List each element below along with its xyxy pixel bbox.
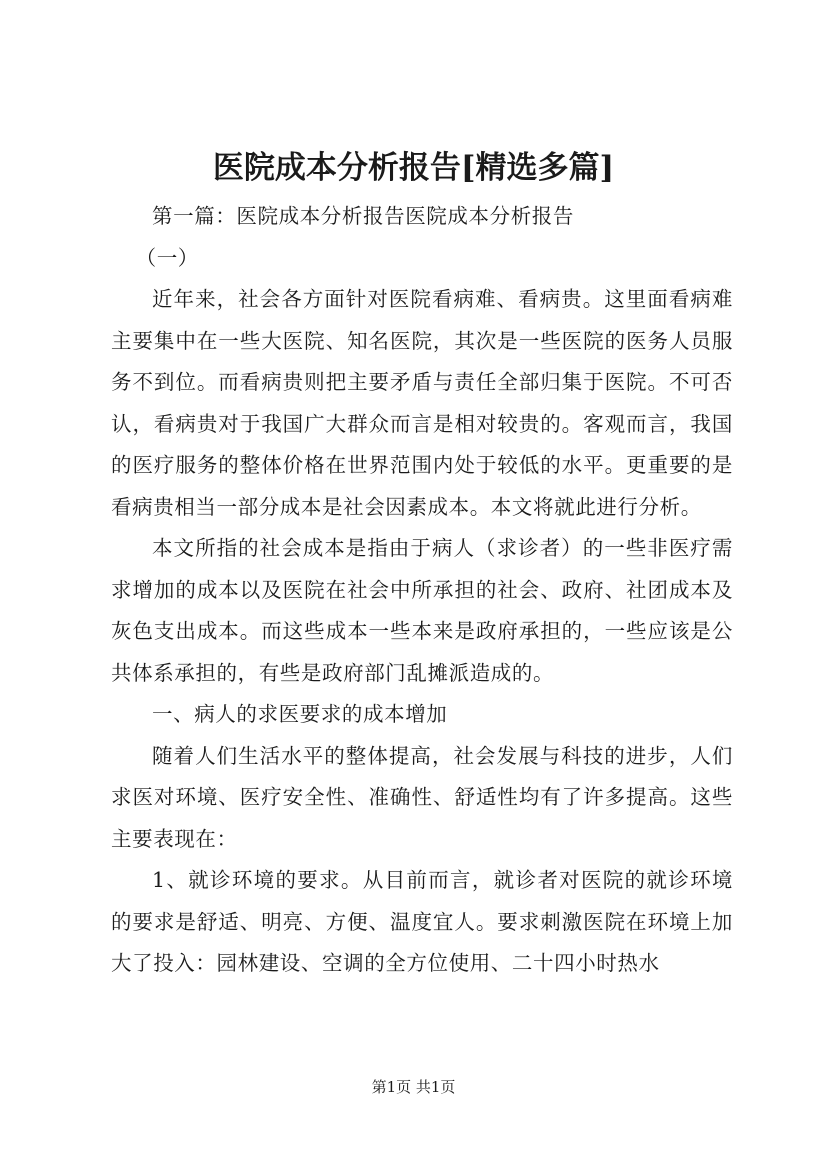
document-body xyxy=(111,196,733,985)
section-marker: （一） xyxy=(135,245,199,270)
document-title: 医院成本分析报告[精选多篇] xyxy=(212,150,615,186)
paragraph: 随着人们生活水平的整体提高，社会发展与科技的进步，人们求医对环境、医疗安全性、准确性、舒适性均有了许多提高。这些主要表现在： xyxy=(111,743,733,851)
paragraph: 1、就诊环境的要求。从目前而言，就诊者对医院的就诊环境的要求是舒适、明亮、方便、温度宜人。要求刺激医院在环境上加大了投入：园林建设、空调的全方位使用、二十四小时热水 xyxy=(111,868,733,975)
paragraph: 近年来，社会各方面针对医院看病难、看病贵。这里面看病难主要集中在一些大医院、知名医院，其次是一些医院的医务人员服务不到位。而看病贵则把主要矛盾与责任全部归集于医院。不可否认，看病贵对于我国广大群众而言是相对较贵的。客观而言，我国的医疗服务的整体价格在世界范围内处于较低的水平。更重要的是看病贵相当一部分成本是社会因素成本。本文将就此进行分析。 xyxy=(111,287,733,519)
document-subtitle: 第一篇：医院成本分析报告医院成本分析报告 xyxy=(152,204,574,228)
section-heading: 一、病人的求医要求的成本增加 xyxy=(152,702,448,726)
page-footer: 第1页 共1页 xyxy=(371,1078,456,1096)
paragraph: 本文所指的社会成本是指由于病人（求诊者）的一些非医疗需求增加的成本以及医院在社会中所承担的社会、政府、社团成本及灰色支出成本。而这些成本一些本来是政府承担的，一些应该是公共体系承担的，有些是政府部门乱摊派造成的。 xyxy=(111,536,733,685)
